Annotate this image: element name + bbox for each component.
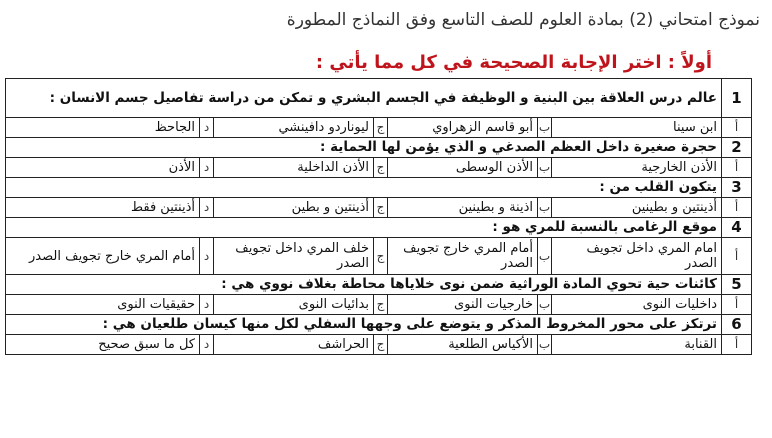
option-letter: ج [374,118,388,138]
question-row-1 [5,79,751,118]
question-text: حجرة صغيرة داخل العظم الصدغي و الذي يؤمن لها الحماية : [5,138,721,158]
option-letter: د [200,198,214,218]
option-a[interactable]: القنابة [552,335,722,355]
section-heading: أولاً : اختر الإجابة الصحيحة في كل مما يأتي : [315,52,712,73]
options-row-2 [5,158,751,178]
option-letter: د [200,118,214,138]
option-letter: أ [722,335,752,355]
question-text: موقع الرغامى بالنسبة للمري هو : [5,218,721,238]
option-letter: ج [374,335,388,355]
question-text: عالم درس العلاقة بين البنية و الوظيفة في الجسم البشري و تمكن من دراسة تفاصيل جسم الانسان : [5,79,721,118]
option-letter: أ [722,238,752,275]
option-letter: د [200,335,214,355]
option-b[interactable]: أمام المري خارج تجويف الصدر [388,238,538,275]
option-letter: د [200,158,214,178]
options-row-6 [5,335,751,355]
option-d[interactable]: كل ما سبق صحيح [5,335,199,355]
option-d[interactable]: الأذن [5,158,199,178]
option-letter: ب [538,295,552,315]
option-b[interactable]: الأذن الوسطى [388,158,538,178]
option-c[interactable]: الحراشف [214,335,374,355]
option-letter: ب [538,118,552,138]
option-b[interactable]: خارجيات النوى [388,295,538,315]
question-row-3 [5,178,751,198]
question-row-6 [5,315,751,335]
question-number: 3 [722,178,752,198]
option-letter: أ [722,198,752,218]
option-letter: ج [374,158,388,178]
option-letter: د [200,295,214,315]
questions-table [5,78,752,355]
option-a[interactable]: أذينتين و بطينين [552,198,722,218]
option-a[interactable]: داخليات النوى [552,295,722,315]
option-letter: أ [722,295,752,315]
option-d[interactable]: الجاحظ [5,118,199,138]
page-title: نموذج امتحاني (2) بمادة العلوم للصف التاسع وفق النماذج المطورة [286,10,760,30]
option-letter: أ [722,158,752,178]
question-number: 2 [722,138,752,158]
question-row-5 [5,275,751,295]
question-number: 4 [722,218,752,238]
question-text: كائنات حية تحوي المادة الوراثية ضمن نوى خلاياها محاطة بغلاف نووي هي : [5,275,721,295]
option-c[interactable]: بدائيات النوى [214,295,374,315]
option-c[interactable]: أذينتين و بطين [214,198,374,218]
option-letter: د [200,238,214,275]
options-row-5 [5,295,751,315]
option-d[interactable]: أذينتين فقط [5,198,199,218]
option-letter: ج [374,198,388,218]
option-b[interactable]: اذينة و بطينين [388,198,538,218]
option-letter: ج [374,238,388,275]
option-d[interactable]: أمام المري خارج تجويف الصدر [5,238,199,275]
option-b[interactable]: الأكياس الطلعية [388,335,538,355]
option-c[interactable]: خلف المري داخل تجويف الصدر [214,238,374,275]
option-letter: أ [722,118,752,138]
question-text: ترتكز على محور المخروط المذكر و يتوضع على وجهها السفلي لكل منها كيسان طلعيان هي : [5,315,721,335]
option-letter: ب [538,238,552,275]
option-d[interactable]: حقيقيات النوى [5,295,199,315]
options-row-1 [5,118,751,138]
option-c[interactable]: الأذن الداخلية [214,158,374,178]
option-b[interactable]: أبو قاسم الزهراوي [388,118,538,138]
option-letter: ب [538,158,552,178]
option-c[interactable]: ليوناردو دافينشي [214,118,374,138]
question-row-2 [5,138,751,158]
question-number: 1 [722,79,752,118]
option-letter: ب [538,198,552,218]
question-text: يتكون القلب من : [5,178,721,198]
options-row-3 [5,198,751,218]
option-a[interactable]: الأذن الخارجية [552,158,722,178]
option-a[interactable]: امام المري داخل تجويف الصدر [552,238,722,275]
question-number: 5 [722,275,752,295]
question-row-4 [5,218,751,238]
option-letter: ج [374,295,388,315]
option-letter: ب [538,335,552,355]
question-number: 6 [722,315,752,335]
option-a[interactable]: ابن سينا [552,118,722,138]
options-row-4 [5,238,751,275]
